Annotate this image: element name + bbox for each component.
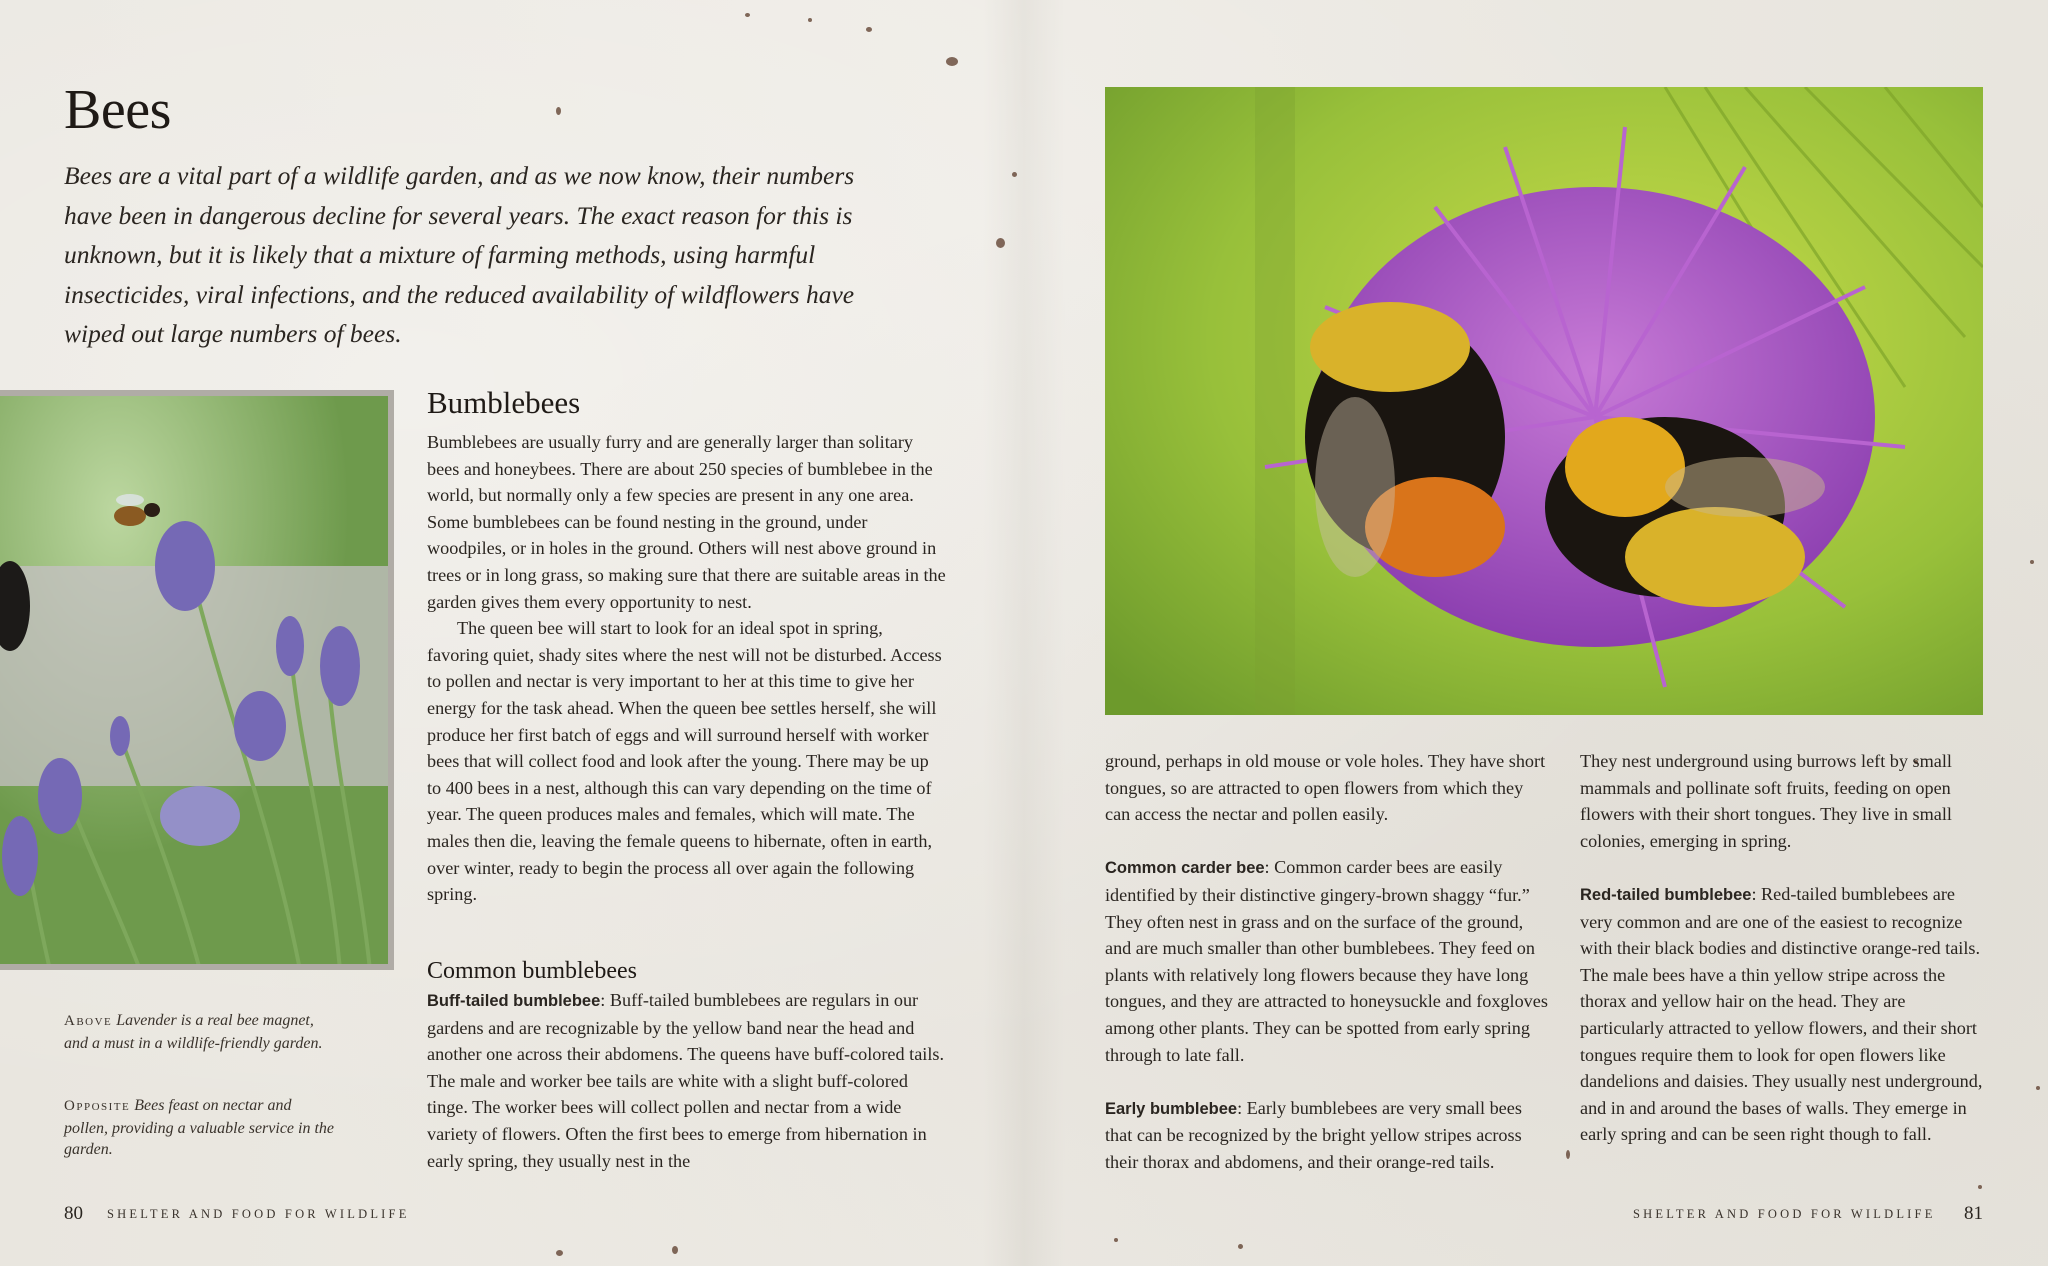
caption-opposite bbox=[64, 1095, 334, 1161]
page-number-left: 80 bbox=[64, 1203, 83, 1224]
carder-text: : Common carder bees are easily identified by their distinctive gingery-brown shaggy “fur.” They often nest in grass and on the surface of the ground, and are much smaller than other bumblebees. They feed on plants with relatively long flowers because they have long tongues, and they are attracted to honeysuckle and foxgloves among other plants. They can be spotted from early spring through to late fall. bbox=[1105, 857, 1548, 1065]
intro-paragraph: Bees are a vital part of a wildlife garden, and as we now know, their numbers have been in dangerous decline for several years. The exact reason for this is unknown, but it is likely that a mixture of farming methods, using harmful insecticides, viral infections, and the reduced availability of wildflowers have wiped out large numbers of bees. bbox=[64, 161, 855, 348]
caption-opposite-text: Bees feast on nectar and pollen, providing a valuable service in the garden. bbox=[64, 1097, 335, 1158]
middle-column bbox=[1105, 748, 1550, 1176]
early-lead: Early bumblebee bbox=[1105, 1099, 1238, 1118]
page-title: Bees bbox=[64, 79, 171, 141]
section-heading-common-bumblebees: Common bumblebees bbox=[427, 958, 637, 984]
bumblebees-body bbox=[427, 429, 947, 908]
page-number-right: 81 bbox=[1964, 1203, 1983, 1224]
caption-opposite-tag: Opposite bbox=[64, 1098, 131, 1114]
caption-above bbox=[64, 1010, 334, 1054]
red-tailed-text: : Red-tailed bumblebees are very common and are one of the easiest to recognize with their black bodies and distinctive orange-red tails. The male bees have a thin yellow stripe across the thorax and yellow hair on the head. They are particularly attracted to yellow flowers, and their short tongues require them to look for open flowers like dandelions and daisies. They usually nest underground, and in and around the bases of walls. They emerge in early spring and can be seen right though to fall. bbox=[1580, 883, 1983, 1145]
buff-tailed-column-start bbox=[427, 987, 947, 1174]
bumblebees-paragraph-2: The queen bee will start to look for an ideal spot in spring, favoring quiet, shady sites where the nest will not be disturbed. Access to pollen and nectar is very important to her at this time to give her energy for the task ahead. When the queen bee settles herself, she will produce her first batch of eggs and will surround herself with worker bees that will collect food and look after the young. There may be up to 400 bees in a nest, although this can vary depending on the time of year. The queen produces males and females, which will mate. The males then die, leaving the female queens to hibernate, often in earth, over winter, ready to begin the process all over again the following spring. bbox=[427, 618, 942, 905]
lavender-photo bbox=[0, 390, 394, 970]
right-column bbox=[1580, 748, 1985, 1148]
caption-above-tag: Above bbox=[64, 1013, 113, 1029]
caption-above-text: Lavender is a real bee magnet, and a must in a wildlife-friendly garden. bbox=[64, 1012, 323, 1052]
running-head-left: SHELTER AND FOOD FOR WILDLIFE bbox=[107, 1207, 410, 1221]
bumblebees-thistle-photo bbox=[1105, 87, 1983, 715]
carder-lead: Common carder bee bbox=[1105, 859, 1265, 878]
buff-tailed-text: : Buff-tailed bumblebees are regulars in our gardens and are recognizable by the yellow band near the head and another one across their abdomens. The queens have buff-colored tails. The male and worker bee tails are white with a slight buff-colored tinge. The worker bees will collect pollen and nectar from a wide variety of flowers. Often the first bees to emerge from hibernation in early spring, they usually nest in the bbox=[427, 990, 944, 1171]
bumblebees-paragraph-1: Bumblebees are usually furry and are generally larger than solitary bees and honeybees. There are about 250 species of bumblebee in the world, but normally only a few species are present in any one area. Some bumblebees can be found nesting in the ground, under woodpiles, or in holes in the ground. Others will nest above ground in trees or in long grass, so making sure that there are suitable areas in the garden gives them every opportunity to nest. bbox=[427, 432, 946, 612]
early-continued: They nest underground using burrows left by small mammals and pollinate soft fruits, feeding on open flowers with their short tongues. They live in small colonies, emerging in spring. bbox=[1580, 751, 1952, 851]
running-head-right: SHELTER AND FOOD FOR WILDLIFE bbox=[1633, 1207, 1936, 1221]
red-tailed-lead: Red-tailed bumblebee bbox=[1580, 885, 1752, 904]
buff-tailed-lead: Buff-tailed bumblebee bbox=[427, 992, 601, 1010]
buff-tailed-continued: ground, perhaps in old mouse or vole holes. They have short tongues, so are attracted to open flowers from which they can access the nectar and pollen easily. bbox=[1105, 751, 1546, 825]
section-heading-bumblebees: Bumblebees bbox=[427, 385, 581, 420]
early-text: : Early bumblebees are very small bees that can be recognized by the bright yellow stripes across their thorax and abdomens, and their orange-red tails. bbox=[1105, 1097, 1522, 1172]
